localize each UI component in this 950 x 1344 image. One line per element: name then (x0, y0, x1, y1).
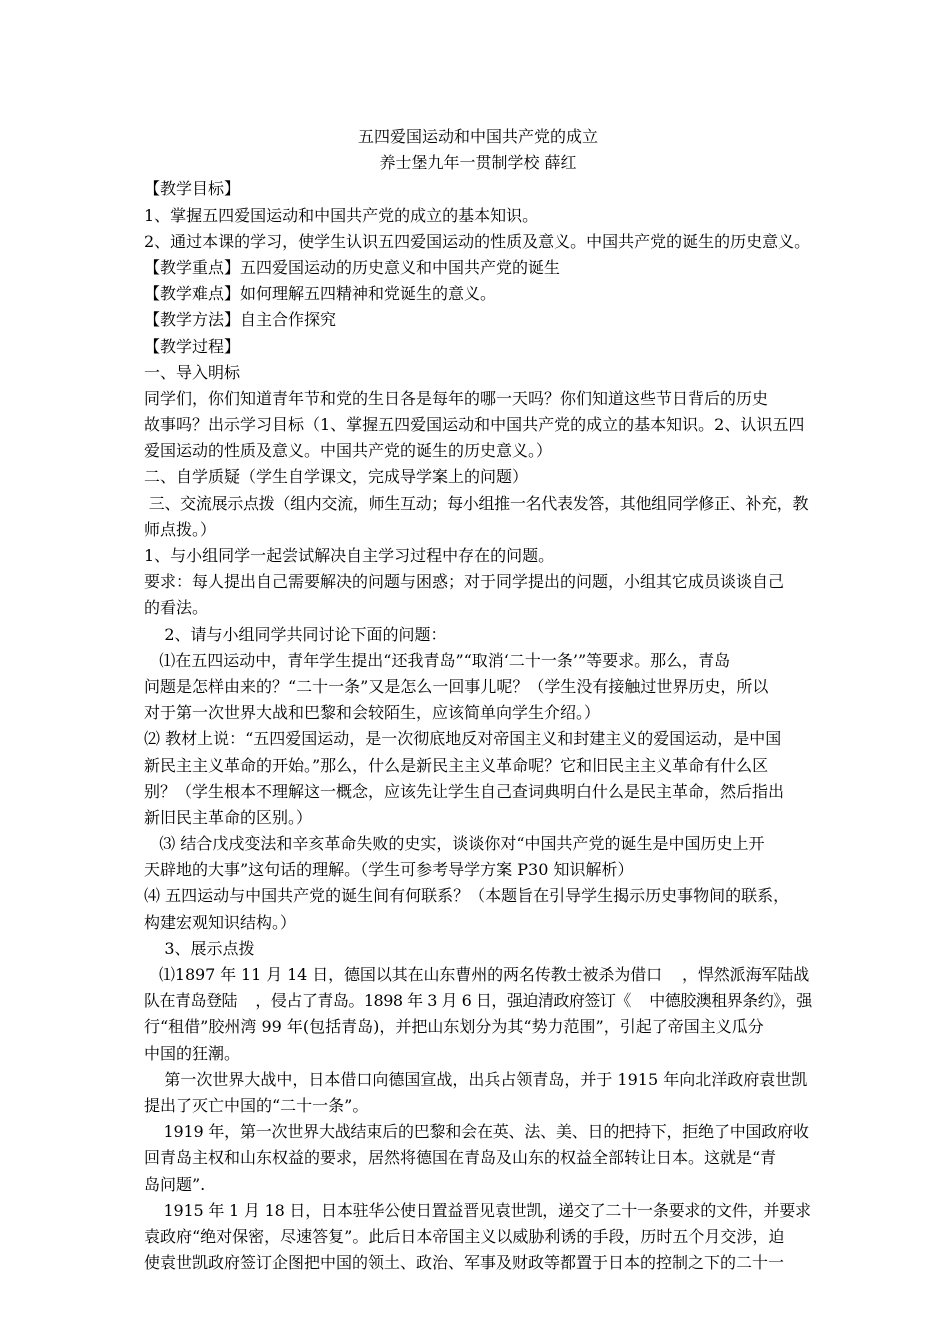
text-line: 问题是怎样由来的？“二十一条”又是怎么一回事儿呢？（学生没有接触过世界历史，所以 (144, 676, 769, 696)
document-body (144, 124, 812, 1276)
text-line: 中国的狂潮。 (144, 1043, 241, 1063)
text-line: ⑴1897 年 11 月 14 日，德国以其在山东曹州的两名传教士被杀为借口 ，悍然派海军陆战 (144, 965, 810, 984)
text-line: ⑴在五四运动中，青年学生提出“还我青岛”“取消‘二十一条’”等要求。那么，青岛 (144, 650, 731, 670)
text-line: 三、交流展示点拨（组内交流，师生互动；每小组推一名代表发答，其他组同学修正、补充，教 (144, 493, 809, 513)
text-line: 3、展示点拨 (144, 938, 255, 958)
text-line: 【教学目标】 (144, 179, 241, 199)
text-line: 1915 年 1 月 18 日，日本驻华公使日置益晋见袁世凯，递交了二十一条要求的文件，并要求 (144, 1200, 811, 1220)
text-line: 别？（学生根本不理解这一概念，应该先让学生自己查词典明白什么是民主革命，然后指出 (144, 781, 785, 801)
text-line: 要求：每人提出自己需要解决的问题与困惑；对于同学提出的问题，小组其它成员谈谈自己 (144, 572, 785, 592)
text-line: 新民主主义革命的开始。”那么，什么是新民主主义革命呢？它和旧民主主义革命有什么区 (144, 755, 769, 775)
body-lines (144, 176, 812, 1276)
text-line: ⑶ 结合戊戌变法和辛亥革命失败的史实，谈谈你对“中国共产党的诞生是中国历史上开 (144, 834, 765, 854)
text-line: 的看法。 (144, 598, 209, 618)
text-line: 【教学重点】五四爱国运动的历史意义和中国共产党的诞生 (144, 257, 561, 277)
text-line: 1919 年，第一次世界大战结束后的巴黎和会在英、法、美、日的把持下，拒绝了中国政府收 (144, 1122, 809, 1142)
text-line: 新旧民主革命的区别。） (144, 807, 313, 827)
text-line: 同学们，你们知道青年节和党的生日各是每年的哪一天吗？你们知道这些节日背后的历史 (144, 388, 769, 408)
text-line: 2、通过本课的学习，使学生认识五四爱国运动的性质及意义。中国共产党的诞生的历史意义。 (144, 231, 811, 251)
text-line: 爱国运动的性质及意义。中国共产党的诞生的历史意义。） (144, 441, 553, 461)
text-line: 师点拨。） (144, 519, 217, 539)
text-line: 行“租借”胶州湾 99 年(包括青岛)，并把山东划分为其“势力范围”，引起了帝国主义瓜分 (144, 1017, 764, 1037)
text-line: 提出了灭亡中国的“二十一条”。 (144, 1095, 369, 1115)
text-line: 【教学方法】自主合作探究 (144, 310, 337, 330)
author-line: 养士堡九年一贯制学校 薛红 (379, 153, 577, 173)
text-line: 队在青岛登陆 ，侵占了青岛。1898 年 3 月 6 日，强迫清政府签订《 中德胶澳租界条约》，强 (144, 991, 812, 1011)
text-line: 二、自学质疑（学生自学课文，完成导学案上的问题） (144, 467, 529, 487)
text-line: 天辟地的大事”这句话的理解。（学生可参考导学方案 P30 知识解析） (144, 860, 634, 880)
text-line: 2、请与小组同学共同讨论下面的问题： (144, 624, 447, 644)
text-line: 1、与小组同学一起尝试解决自主学习过程中存在的问题。 (144, 546, 555, 565)
text-line: 第一次世界大战中，日本借口向德国宣战，出兵占领青岛，并于 1915 年向北洋政府袁世凯 (144, 1069, 808, 1089)
text-line: ⑵ 教材上说：“五四爱国运动，是一次彻底地反对帝国主义和封建主义的爱国运动，是中国 (144, 729, 782, 749)
document-title: 五四爱国运动和中国共产党的成立 (357, 127, 598, 146)
text-line: 袁政府“绝对保密，尽速答复”。此后日本帝国主义以威胁利诱的手段，历时五个月交涉，迫 (144, 1226, 785, 1246)
text-line: 对于第一次世界大战和巴黎和会较陌生，应该简单向学生介绍。） (144, 703, 601, 723)
text-line: 岛问题”. (144, 1174, 206, 1194)
text-line: ⑷ 五四运动与中国共产党的诞生间有何联系？（本题旨在引导学生揭示历史事物间的联系， (144, 886, 790, 906)
text-line: 【教学难点】如何理解五四精神和党诞生的意义。 (144, 284, 497, 304)
text-line: 1、掌握五四爱国运动和中国共产党的成立的基本知识。 (144, 205, 539, 225)
text-line: 构建宏观知识结构。） (144, 912, 297, 932)
text-line: 一、导入明标 (144, 362, 241, 382)
text-line: 回青岛主权和山东权益的要求，居然将德国在青岛及山东的权益全部转让日本。这就是“青 (144, 1148, 777, 1168)
text-line: 使袁世凯政府签订企图把中国的领土、政治、军事及财政等都置于日本的控制之下的二十一 (144, 1253, 785, 1273)
text-line: 故事吗？出示学习目标（1、掌握五四爱国运动和中国共产党的成立的基本知识。2、认识五四 (144, 415, 805, 435)
text-line: 【教学过程】 (144, 336, 241, 356)
